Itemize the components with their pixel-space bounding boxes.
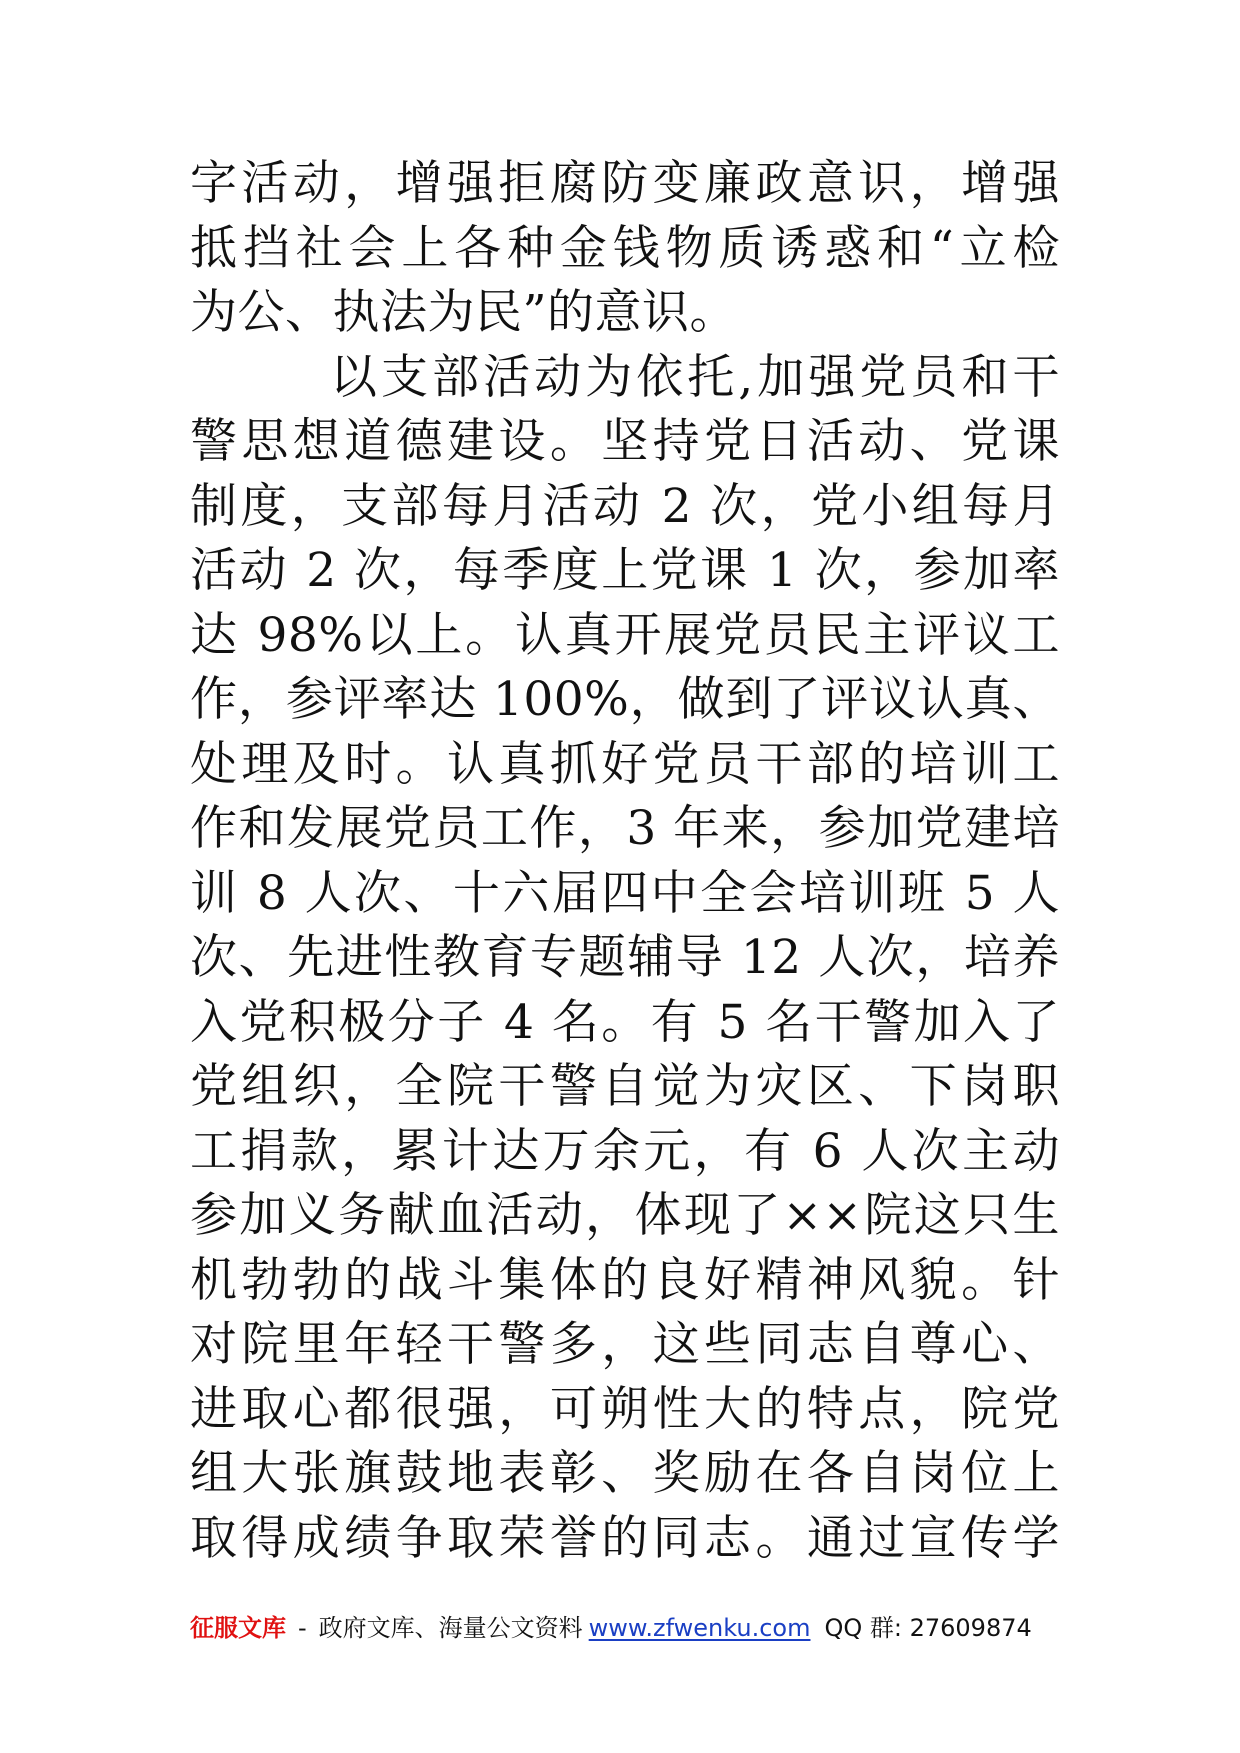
text-line: 作和发展党员工作，3 年来，参加党建培 <box>190 801 1060 856</box>
text-line: 训 8 人次、十六届四中全会培训班 5 人 <box>190 865 1060 921</box>
text-line: 抵挡社会上各种金钱物质诱惑和“立检 <box>190 220 1060 276</box>
text-line: 作，参评率达 100%，做到了评议认真、 <box>190 672 1060 727</box>
text-line: 次、先进性教育专题辅导 12 人次，培养 <box>190 930 1060 985</box>
text-line: 以支部活动为依托,加强党员和干 <box>330 349 1060 405</box>
body-text <box>190 152 1060 1571</box>
text-line: 工捐款，累计达万余元，有 6 人次主动 <box>190 1123 1060 1179</box>
footer-separator: - <box>298 1614 307 1642</box>
text-line: 取得成绩争取荣誉的同志。通过宣传学 <box>190 1510 1060 1566</box>
text-line: 党组织，全院干警自觉为灾区、下岗职 <box>190 1059 1060 1114</box>
footer-brand: 征服文库 <box>190 1614 286 1642</box>
text-line: 活动 2 次，每季度上党课 1 次，参加率 <box>190 543 1060 598</box>
text-line: 制度，支部每月活动 2 次，党小组每月 <box>190 478 1060 534</box>
text-line: 进取心都很强，可朔性大的特点，院党 <box>190 1381 1060 1437</box>
text-line: 警思想道德建设。坚持党日活动、党课 <box>190 414 1060 469</box>
footer-qq-group: QQ 群: 27609874 <box>824 1614 1032 1642</box>
text-line: 处理及时。认真抓好党员干部的培训工 <box>190 736 1060 792</box>
text-line: 字活动，增强拒腐防变廉政意识，增强 <box>190 156 1060 211</box>
text-line: 为公、执法为民”的意识。 <box>190 285 738 340</box>
footer-description: 政府文库、海量公文资料 <box>318 1614 583 1642</box>
text-line: 达 98%以上。认真开展党员民主评议工 <box>190 607 1060 663</box>
text-line: 参加义务献血活动，体现了××院这只生 <box>190 1188 1060 1243</box>
text-line: 机勃勃的战斗集体的良好精神风貌。针 <box>190 1252 1060 1308</box>
text-line: 入党积极分子 4 名。有 5 名干警加入了 <box>190 994 1060 1050</box>
page-footer <box>190 1610 1060 1646</box>
text-line: 组大张旗鼓地表彰、奖励在各自岗位上 <box>190 1446 1060 1501</box>
text-line: 对院里年轻干警多，这些同志自尊心、 <box>190 1317 1060 1372</box>
footer-website-link[interactable]: www.zfwenku.com <box>588 1614 811 1642</box>
